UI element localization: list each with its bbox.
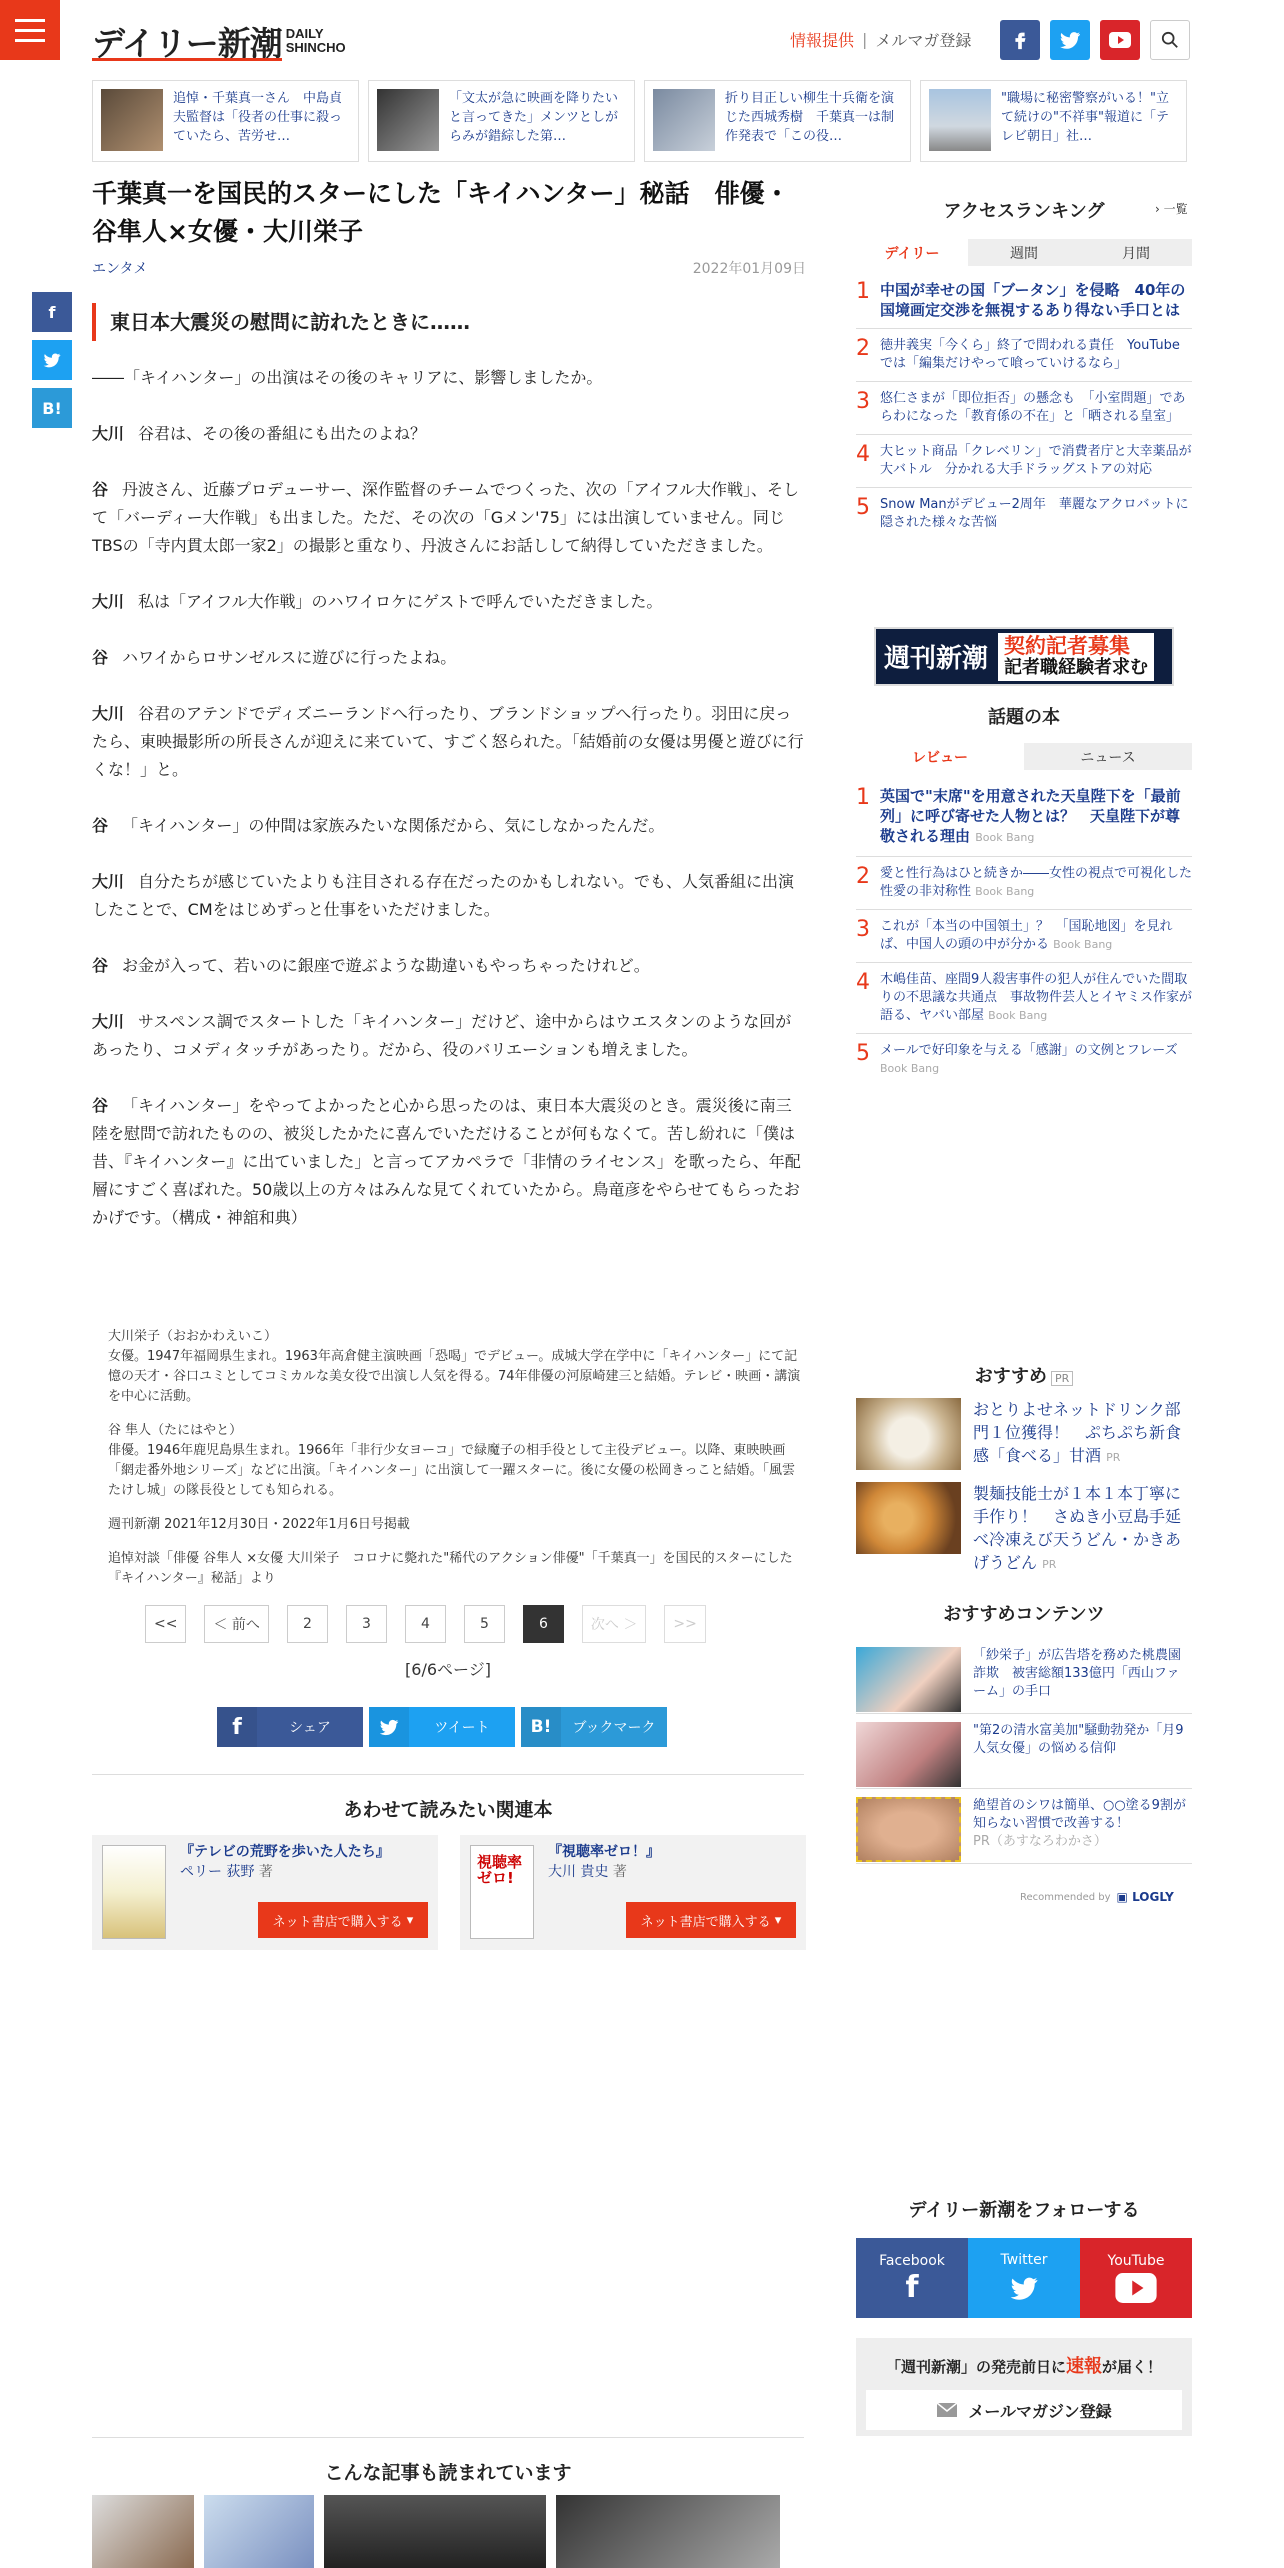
hatena-share-button[interactable]: B! ブックマーク: [521, 1707, 667, 1747]
profile-tani: 谷 隼人（たにはやと） 俳優。1946年鹿児島県生まれ。1966年「非行少女ヨーコ」で緑魔子の相手役として主役デビュー。以降、東映映画「網走番外地シリーズ」などに出演。「キイハンター」に出演して一躍スターに。後に女優の松岡きっこと結婚。「風雲たけし城」の隊長役としても知られる。: [108, 1423, 796, 1498]
book-cover: 視聴率 ゼロ!: [470, 1845, 534, 1939]
hatena-icon: B!: [521, 1707, 561, 1747]
recommended-contents-title: おすすめコンテンツ: [943, 1604, 1105, 1625]
top-article-card[interactable]: "職場に秘密警察がいる！"立て続けの"不祥事"報道に「テレビ朝日」社…: [920, 80, 1187, 162]
follow-buttons: [856, 2238, 1192, 2318]
pager-first[interactable]: <<: [145, 1605, 186, 1643]
youtube-icon: [1115, 2273, 1157, 2303]
logo-en: DAILY SHINCHO: [285, 26, 346, 55]
ranking-tabs: [856, 239, 1192, 266]
mailmag-text: 「週刊新潮」の発売前日に速報が届く！: [885, 2356, 1163, 2377]
recommended-item[interactable]: "第2の清水富美加"騒動勃発か「月9人気女優」の悩める信仰: [856, 1720, 1192, 1789]
twitter-icon: [369, 1707, 409, 1747]
top-articles: [92, 80, 1192, 162]
facebook-icon[interactable]: [1000, 20, 1040, 60]
ranking-item[interactable]: 2 徳井義実「今くら」終了で問われる責任 YouTubeでは「編集だけやって喰っていけるなら」: [856, 329, 1192, 382]
speaker-name: 大川: [92, 424, 125, 443]
article-paragraph: 大川 サスペンス調でスタートした「キイハンター」だけど、途中からはウエスタンのような回があったり、コメディタッチがあったり。だから、役のバリエーションも増えました。: [92, 1012, 792, 1059]
twitter-share-icon[interactable]: [32, 340, 72, 380]
pager-page[interactable]: 5: [464, 1605, 505, 1643]
book-title: 『視聴率ゼロ！』: [548, 1844, 660, 1860]
article-paragraph: 大川 私は「アイフル大作戦」のハワイロケにゲストで呼んでいただきました。: [92, 592, 663, 611]
follow-twitter[interactable]: Twitter: [968, 2238, 1080, 2318]
more-articles-images: [92, 2495, 780, 2568]
menu-button[interactable]: [0, 0, 60, 60]
article-paragraph: 大川 谷君のアテンドでディズニーランドへ行ったり、ブランドショップへ行ったり。羽田に戻ったら、東映撮影所の所長さんが迎えに来ていて、すごく怒られた。「結婚前の女優は男優と遊びに行くな！」と。: [92, 704, 804, 779]
ad-list: [856, 1398, 1192, 1588]
side-share: [32, 292, 72, 428]
ranking-item[interactable]: 3 悠仁さまが「即位拒否」の懸念も 「小室問題」であらわになった「教育係の不在」と「晒される皇室」: [856, 382, 1192, 435]
source-note-2: 追悼対談「俳優 谷隼人 ×女優 大川栄子 コロナに斃れた"稀代のアクション俳優"「千葉真一」を国民的スターにした『キイハンター』秘話」より: [108, 1551, 793, 1586]
search-icon[interactable]: [1150, 20, 1190, 60]
topic-item[interactable]: 3 これが「本当の中国領土」？ 「国恥地図」を見れば、中国人の頭の中が分かる Book Bang: [856, 910, 1192, 963]
profile-box: [108, 1327, 808, 1603]
logly-credit[interactable]: Recommended by ▣ LOGLY: [1020, 1890, 1174, 1904]
mailmag-link[interactable]: メルマガ登録: [875, 31, 972, 50]
article-paragraph: 谷 「キイハンター」の仲間は家族みたいな関係だから、気にしなかったんだ。: [92, 816, 665, 835]
speaker-name: 谷: [92, 816, 109, 835]
topic-item[interactable]: 4 木嶋佳苗、座間9人殺害事件の犯人が住んでいた間取りの不思議な共通点 事故物件芸人とイヤミス作家が語る、ヤバい部屋 Book Bang: [856, 963, 1192, 1034]
facebook-share-button[interactable]: f シェア: [217, 1707, 363, 1747]
speaker-name: 谷: [92, 480, 109, 499]
recommended-list: [856, 1645, 1192, 1870]
mailmag-box: [856, 2338, 1192, 2436]
pager-page[interactable]: 4: [405, 1605, 446, 1643]
buy-button[interactable]: ネット書店で購入する ▾: [258, 1902, 428, 1938]
topic-item[interactable]: 2 愛と性行為はひと続きか――女性の視点で可視化した性愛の非対称性 Book Bang: [856, 857, 1192, 910]
book-author: ペリー 荻野 著: [180, 1864, 273, 1880]
ranking-item[interactable]: 4 大ヒット商品「クレベリン」で消費者庁と大幸薬品が大バトル 分かれる大手ドラッグストアの対応: [856, 435, 1192, 488]
book-cover: [102, 1845, 166, 1939]
twitter-icon[interactable]: [1050, 20, 1090, 60]
more-article-thumb[interactable]: [204, 2495, 314, 2568]
article-paragraph: 大川 自分たちが感じていたよりも注目される存在だったのかもしれない。でも、人気番組に出演したことで、CMをはじめずっと仕事をいただけました。: [92, 872, 795, 919]
article-paragraph: 谷 お金が入って、若いのに銀座で遊ぶような勘違いもやっちゃったけれど。: [92, 956, 650, 975]
source-note: 週刊新潮 2021年12月30日・2022年1月6日号掲載: [108, 1517, 410, 1532]
article-paragraph: 谷 ハワイからロサンゼルスに遊びに行ったよね。: [92, 648, 457, 667]
facebook-share-icon[interactable]: f: [32, 292, 72, 332]
hatena-share-icon[interactable]: B!: [32, 388, 72, 428]
speaker-name: 大川: [92, 1012, 125, 1031]
recommended-item[interactable]: 絶望首のシワは簡単、○○塗る9割が知らない習慣で改善する！ PR（あすなろわかさ）: [856, 1795, 1192, 1864]
tab-daily[interactable]: デイリー: [856, 239, 968, 266]
osusume-title: おすすめ PR: [856, 1362, 1192, 1388]
speaker-name: 大川: [92, 704, 125, 723]
speaker-name: 谷: [92, 956, 109, 975]
tab-weekly[interactable]: 週間: [968, 239, 1080, 266]
ranking-item[interactable]: 1 中国が幸せの国「ブータン」を侵略 40年の国境画定交渉を無視するあり得ない手口とは: [856, 272, 1192, 329]
ranking-more-link[interactable]: › 一覧: [1155, 202, 1188, 216]
share-row: [217, 1707, 667, 1747]
page-count: [6/6ページ]: [405, 1660, 491, 1679]
follow-youtube[interactable]: YouTube: [1080, 2238, 1192, 2318]
article-title: 千葉真一を国民的スターにした「キイハンター」秘話 俳優・谷隼人×女優・大川栄子: [92, 179, 790, 246]
tab-monthly[interactable]: 月間: [1080, 239, 1192, 266]
pager: [145, 1605, 706, 1643]
divider: [92, 2437, 804, 2438]
ranking-item[interactable]: 5 Snow Manがデビュー2周年 華麗なアクロバットに隠された様々な苦悩: [856, 495, 1189, 530]
facebook-icon: f: [217, 1707, 257, 1747]
ranking-list: [856, 272, 1192, 540]
book-author: 大川 貴史 著: [548, 1864, 627, 1880]
logly-logo: ▣ LOGLY: [1116, 1890, 1174, 1904]
facebook-icon: f: [905, 2270, 919, 2305]
mailmag-button[interactable]: メールマガジン登録: [866, 2390, 1182, 2430]
ad-item[interactable]: 製麺技能士が１本１本丁寧に手作り！ さぬき小豆島手延べ冷凍えび天うどん・かきあげうどん PR: [856, 1482, 1192, 1576]
tab-news[interactable]: ニュース: [1024, 743, 1192, 770]
topics-title: 話題の本: [988, 707, 1060, 728]
top-article-card[interactable]: 「文太が急に映画を降りたいと言ってきた」メンツとしがらみが錯綜した第…: [368, 80, 635, 162]
pager-current: 6: [523, 1605, 564, 1643]
more-article-thumb[interactable]: [92, 2495, 194, 2568]
twitter-share-button[interactable]: ツイート: [369, 1707, 515, 1747]
follow-title: デイリー新潮をフォローする: [908, 2200, 1140, 2221]
article-paragraph: 大川 谷君は、その後の番組にも出たのよね？: [92, 424, 427, 443]
recruit-banner[interactable]: 週刊新潮 契約記者募集 記者職経験者求む: [874, 627, 1174, 686]
pager-page[interactable]: 2: [287, 1605, 328, 1643]
divider: [92, 1774, 804, 1775]
ranking-title: アクセスランキング: [943, 201, 1105, 222]
more-article-thumb[interactable]: [324, 2495, 546, 2568]
related-book[interactable]: [92, 1835, 438, 1950]
twitter-icon: [1008, 2272, 1040, 2304]
speaker-name: 大川: [92, 872, 125, 891]
top-article-card[interactable]: 追悼・千葉真一さん 中島貞夫監督は「役者の仕事に殺っていたら、苦労せ…: [92, 80, 359, 162]
topic-item[interactable]: 5 メールで好印象を与える「感謝」の文例とフレーズ Book Bang: [856, 1041, 1178, 1075]
topics-list: [856, 778, 1192, 1086]
speaker-name: 谷: [92, 648, 109, 667]
tab-review[interactable]: レビュー: [856, 743, 1024, 770]
speaker-name: 谷: [92, 1096, 109, 1115]
related-book[interactable]: [460, 1835, 806, 1950]
pager-page[interactable]: 3: [346, 1605, 387, 1643]
more-articles-title: こんな記事も読まれています: [324, 2462, 572, 2484]
article-paragraph: 谷 「キイハンター」をやってよかったと心から思ったのは、東日本大震災のとき。震災後に南三陸を慰問で訪れたものの、被災したかたに喜んでいただけることが何もなくて。苦し紛れに「僕は昔、『キイハンター』に出ていました」と言ってアカペラで「非情のライセンス」を歌ったら、年配層にすごく喜ばれた。50歳以上の方々はみんな見てくれていたから。鳥竜彦をやらせてもらったおかげです。（構成・神舘和典）: [92, 1096, 801, 1227]
top-article-card[interactable]: 折り目正しい柳生十兵衛を演じた西城秀樹 千葉真一は制作発表で「この役…: [644, 80, 911, 162]
profile-okawa: 大川栄子（おおかわえいこ） 女優。1947年福岡県生まれ。1963年高倉健主演映画「恐喝」でデビュー。成城大学在学中に「キイハンター」にて記憶の天才・谷口ユミとしてコミカルな美女役で出演し人気を得る。74年俳優の河原崎建三と結婚。テレビ・映画・講演を中心に活動。: [108, 1329, 801, 1404]
ad-item[interactable]: おとりよせネットドリンク部門１位獲得！ ぷちぷち新食感「食べる」甘酒 PR: [856, 1398, 1192, 1470]
pager-last: >>: [664, 1605, 705, 1643]
mail-icon: [936, 2402, 958, 2418]
topics-tabs: [856, 743, 1192, 770]
site-logo[interactable]: [92, 20, 346, 62]
category-link[interactable]: エンタメ: [92, 261, 148, 277]
book-title: 『テレビの荒野を歩いた人たち』: [180, 1844, 390, 1860]
article-date: 2022年01月09日: [692, 261, 806, 277]
related-title: あわせて読みたい関連本: [343, 1799, 553, 1821]
follow-facebook[interactable]: Facebook f: [856, 2238, 968, 2318]
speaker-name: 大川: [92, 592, 125, 611]
youtube-icon[interactable]: [1100, 20, 1140, 60]
pager-prev[interactable]: ＜ 前へ: [204, 1605, 268, 1643]
pager-next: 次へ ＞: [582, 1605, 646, 1643]
info-link[interactable]: 情報提供: [790, 31, 855, 50]
article-body: [92, 364, 804, 1260]
article-paragraph: 谷 丹波さん、近藤プロデューサー、深作監督のチームでつくった、次の「アイフル大作戦」、そして「バーディー大作戦」も出ました。ただ、その次の「Gメン'75」には出演していません。同じTBSの「寺内貫太郎一家2」の撮影と重なり、丹波さんにお話しして納得していただきました。: [92, 480, 799, 555]
logo-text: デイリー新潮: [92, 18, 282, 65]
recommended-item[interactable]: 「紗栄子」が広告塔を務めた桃農園詐欺 被害総額133億円「西山ファーム」の手口: [856, 1645, 1192, 1714]
article-subhead: 東日本大震災の慰問に訪れたときに……: [92, 303, 812, 341]
buy-button[interactable]: ネット書店で購入する ▾: [626, 1902, 796, 1938]
topic-item[interactable]: 1 英国で"末席"を用意された天皇陛下を「最前列」に呼び寄せた人物とは？ 天皇陛下が尊敬される理由 Book Bang: [856, 778, 1192, 857]
article-paragraph: ――「キイハンター」の出演はその後のキャリアに、影響しましたか。: [92, 368, 603, 387]
more-article-thumb[interactable]: [556, 2495, 780, 2568]
